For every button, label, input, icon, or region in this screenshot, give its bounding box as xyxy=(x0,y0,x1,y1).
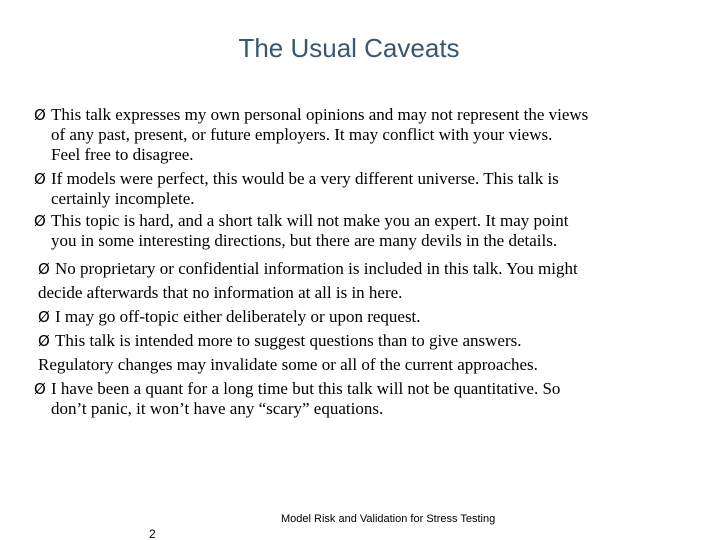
bullet-arrow-icon: Ø xyxy=(34,106,46,124)
bullet-arrow-icon: Ø xyxy=(34,212,46,230)
bullet-arrow-icon: Ø xyxy=(38,308,50,326)
slide-title: The Usual Caveats xyxy=(238,33,460,63)
bullet-continuation xyxy=(38,355,538,375)
bullet-item xyxy=(38,331,522,351)
bullet-continuation xyxy=(38,283,402,303)
line-text: you in some interesting directions, but there are many devils in the details. xyxy=(51,231,558,250)
bullet-continuation xyxy=(51,145,194,165)
bullet-continuation xyxy=(51,399,383,419)
bullet-text: This talk is intended more to suggest questions than to give answers. xyxy=(55,331,522,350)
line-text: don’t panic, it won’t have any “scary” equations. xyxy=(51,399,384,418)
bullet-item xyxy=(34,379,560,399)
bullet-text: No proprietary or confidential information is included in this talk. You might xyxy=(55,259,578,278)
bullet-arrow-icon: Ø xyxy=(38,332,50,350)
bullet-text: I may go off-topic either deliberately or upon request. xyxy=(55,307,421,326)
bullet-text: I have been a quant for a long time but this talk will not be quantitative. So xyxy=(51,379,561,398)
line-text: Regulatory changes may invalidate some or all of the current approaches. xyxy=(38,355,538,374)
bullet-continuation xyxy=(51,231,557,251)
bullet-continuation xyxy=(51,189,195,209)
bullet-text: This talk expresses my own personal opinions and may not represent the views xyxy=(51,105,589,124)
bullet-item xyxy=(38,307,421,327)
footer-text: Model Risk and Validation for Stress Testing xyxy=(281,513,496,525)
bullet-continuation xyxy=(51,125,552,145)
page-number: 2 xyxy=(149,527,156,540)
line-text: certainly incomplete. xyxy=(51,189,195,208)
bullet-item xyxy=(38,259,578,279)
bullet-item xyxy=(34,169,559,189)
bullet-item xyxy=(34,211,568,231)
bullet-item xyxy=(34,105,588,125)
bullet-arrow-icon: Ø xyxy=(34,170,46,188)
line-text: Feel free to disagree. xyxy=(51,145,194,164)
bullet-text: This topic is hard, and a short talk will not make you an expert. It may point xyxy=(51,211,569,230)
line-text: of any past, present, or future employers. It may conflict with your views. xyxy=(51,125,553,144)
bullet-arrow-icon: Ø xyxy=(34,380,46,398)
bullet-text: If models were perfect, this would be a very different universe. This talk is xyxy=(51,169,559,188)
line-text: decide afterwards that no information at all is in here. xyxy=(38,283,403,302)
bullet-arrow-icon: Ø xyxy=(38,260,50,278)
